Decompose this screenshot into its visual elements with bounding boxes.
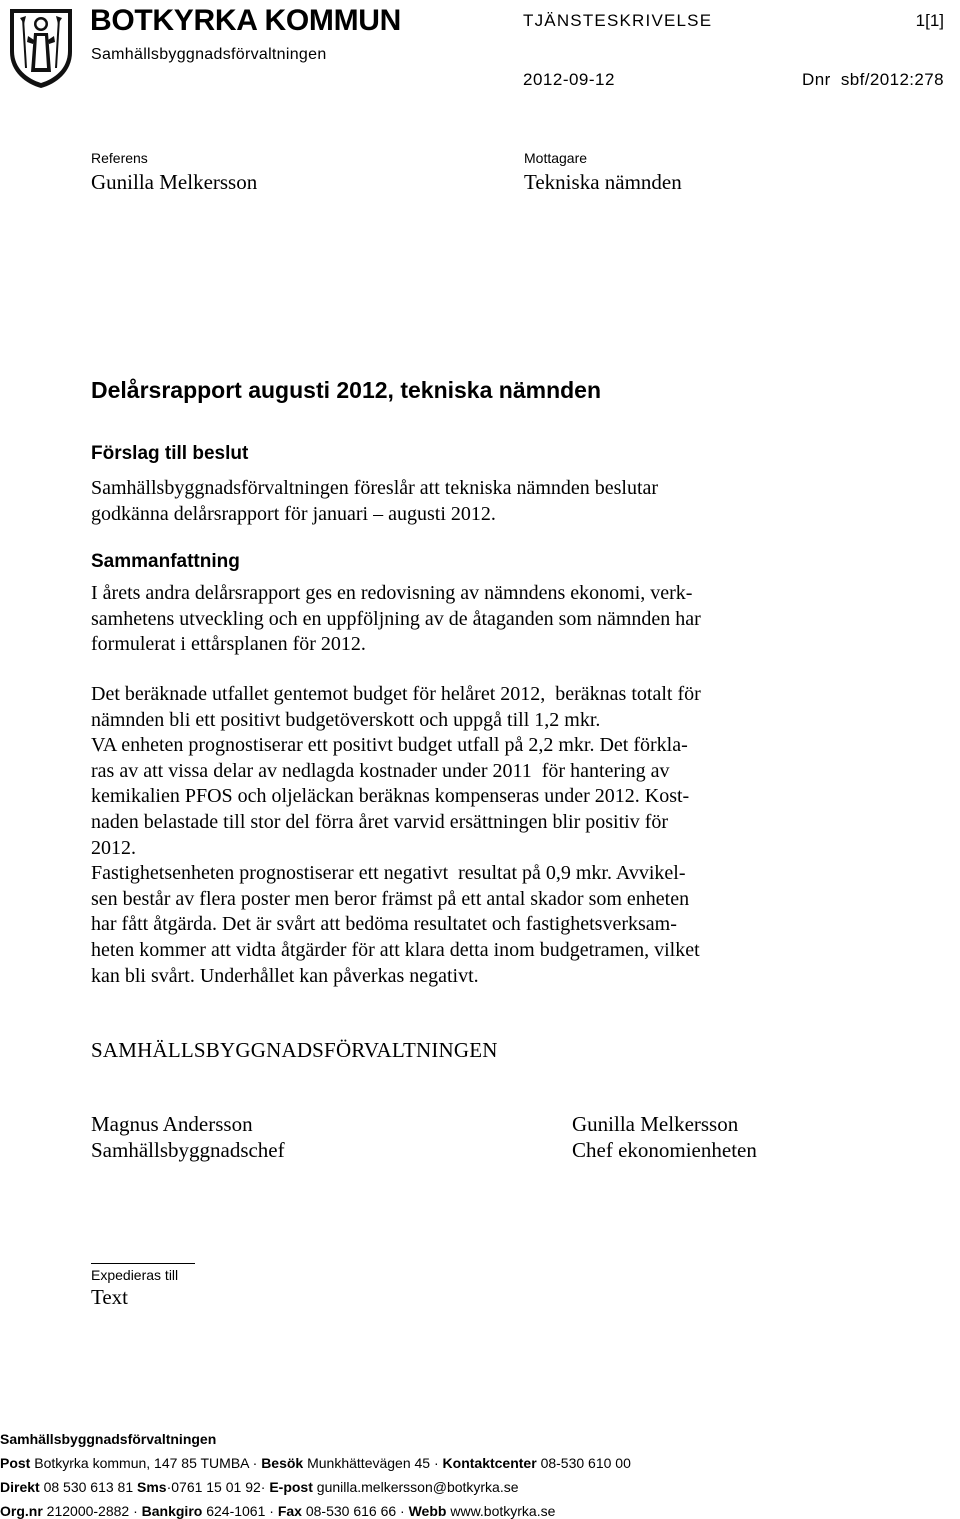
reference-name: Gunilla Melkersson [91, 170, 258, 194]
footer-post-value: Botkyrka kommun, 147 85 TUMBA · [34, 1455, 258, 1471]
signer2-name: Gunilla Melkersson [572, 1112, 739, 1136]
summary-heading: Sammanfattning [91, 551, 240, 572]
signer1-title: Samhällsbyggnadschef [91, 1138, 285, 1162]
organization-name: BOTKYRKA KOMMUN [90, 4, 402, 37]
paragraph-line: Fastighetsenheten prognostiserar ett negativt resultat på 0,9 mkr. Avvikel- [91, 862, 686, 885]
paragraph-line: kan bli svårt. Underhållet kan påverkas negativt. [91, 964, 479, 987]
recipient-label: Mottagare [524, 150, 588, 166]
signature-department: SAMHÄLLSBYGGNADSFÖRVALTNINGEN [91, 1038, 498, 1062]
paragraph-line: heten kommer att vidta åtgärder för att klara detta inom budgetramen, vilket [91, 938, 700, 961]
page-number: 1[1] [915, 11, 944, 30]
footer-web-value[interactable]: www.botkyrka.se [450, 1503, 556, 1519]
footer-orgnr-label: Org.nr [0, 1503, 43, 1519]
footer-visit-label: Besök [261, 1455, 304, 1471]
recipient-name: Tekniska nämnden [524, 170, 682, 194]
footer-line-org [0, 1503, 555, 1519]
paragraph-line: ras av att vissa delar av nedlagda kostnader under 2011 för hantering av [91, 759, 670, 782]
summary-paragraph [91, 581, 701, 658]
dispatch-value: Text [91, 1285, 129, 1309]
paragraph-line: har fått åtgärda. Det är svårt att bedöma resultatet och fastighetsverksam- [91, 913, 677, 936]
paragraph-line: 2012. [91, 836, 136, 859]
document-title: Delårsrapport augusti 2012, tekniska nämnden [91, 377, 602, 403]
paragraph-line: VA enheten prognostiserar ett positivt budget utfall på 2,2 mkr. Det förkla- [91, 734, 688, 757]
footer-bankgiro-value: 624-1061 · [206, 1503, 274, 1519]
footer-fax-value: 08-530 616 66 · [305, 1503, 405, 1519]
footer-post-label: Post [0, 1455, 31, 1471]
signer1-name: Magnus Andersson [91, 1112, 253, 1136]
document-registration-number: Dnr sbf/2012:278 [802, 70, 944, 89]
paragraph-line: kemikalien PFOS och oljeläckan beräknas kompenseras under 2012. Kost- [91, 785, 690, 808]
outcome-paragraph [91, 682, 701, 989]
document-type: TJÄNSTESKRIVELSE [523, 11, 713, 30]
proposal-paragraph [91, 476, 658, 527]
footer-department: Samhällsbyggnadsförvaltningen [0, 1431, 217, 1447]
paragraph-line: Det beräknade utfallet gentemot budget för helåret 2012, beräknas totalt för [91, 683, 701, 705]
footer-email-label: E-post [269, 1479, 313, 1495]
footer-fax-label: Fax [277, 1503, 302, 1519]
signer2-title: Chef ekonomienheten [572, 1138, 757, 1162]
footer-line-post [0, 1455, 631, 1471]
organization-unit: Samhällsbyggnadsförvaltningen [91, 46, 327, 63]
paragraph-line: nämnden bli ett positivt budgetöverskott och uppgå till 1,2 mkr. [91, 708, 601, 731]
paragraph-line: naden belastade till stor del förra året varvid ersättningen blir positiv för [91, 810, 669, 833]
footer-email-value[interactable]: gunilla.melkersson@botkyrka.se [316, 1479, 519, 1495]
reference-label: Referens [91, 150, 148, 166]
proposal-heading: Förslag till beslut [91, 443, 249, 464]
footer-sms-label: Sms [137, 1479, 167, 1495]
document-date: 2012-09-12 [523, 70, 615, 89]
paragraph-line: godkänna delårsrapport för januari – augusti 2012. [91, 502, 496, 525]
paragraph-line: formulerat i ettårsplanen för 2012. [91, 633, 366, 656]
footer-visit-value: Munkhättevägen 45 · [307, 1455, 439, 1471]
paragraph-line: Samhällsbyggnadsförvaltningen föreslår att tekniska nämnden beslutar [91, 477, 659, 499]
footer-orgnr-value: 212000-2882 · [46, 1503, 138, 1519]
footer-direct-value: 08 530 613 81 [43, 1479, 134, 1495]
paragraph-line: samhetens utveckling och en uppföljning av de åtaganden som nämnden har [91, 607, 701, 630]
botkyrka-crest-icon [6, 6, 76, 90]
paragraph-line: I årets andra delårsrapport ges en redovisning av nämndens ekonomi, verk- [91, 582, 693, 604]
footer-direct-label: Direkt [0, 1479, 40, 1495]
footer-web-label: Webb [408, 1503, 447, 1519]
footer-contact-label: Kontaktcenter [442, 1455, 537, 1471]
footer-line-direct [0, 1479, 519, 1495]
dispatch-label: Expedieras till [91, 1267, 179, 1283]
footer-bankgiro-label: Bankgiro [141, 1503, 203, 1519]
footer-contact-value: 08-530 610 00 [540, 1455, 631, 1471]
paragraph-line: sen består av flera poster men beror främst på ett antal skador som enheten [91, 887, 690, 910]
footer-sms-value: ·0761 15 01 92· [166, 1479, 266, 1495]
dispatch-rule [91, 1263, 195, 1264]
